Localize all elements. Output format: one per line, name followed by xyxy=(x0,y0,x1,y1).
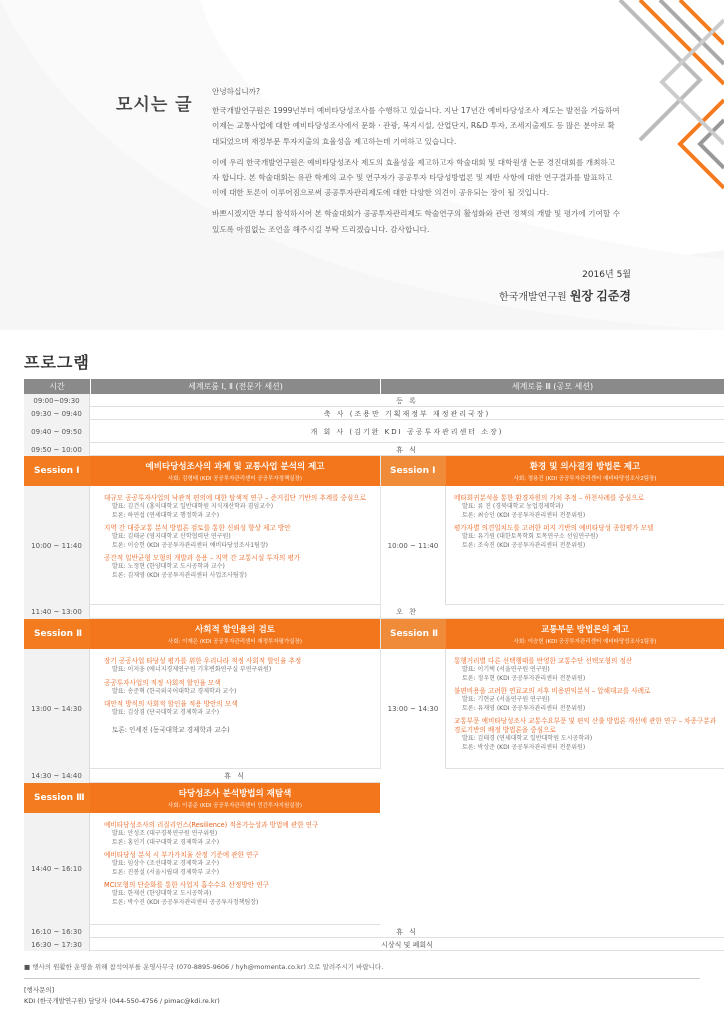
greeting-paragraph-3: 바쁘시겠지만 부디 참석하시어 본 학술대회가 공공투자관리제도 학술연구의 활성화와 관련 정책의 개발 및 평가에 기여할 수 있도록 아낌없는 조언을 해주시길 부탁 드리겠습니다. 감사합니다. xyxy=(212,209,620,234)
session-1-right-chair: 사회: 정용건 (KDI 공공투자관리센터 예비타당성조사2팀장) xyxy=(513,476,657,482)
table-row xyxy=(24,420,724,443)
time-cell: 09:30 ~ 09:40 xyxy=(24,407,90,420)
program-title: 프로그램 xyxy=(24,353,90,372)
topic-detail: 발표: 김태균 (영지대학교 산학협력단 연구원) xyxy=(112,533,231,540)
greeting-signature xyxy=(499,287,631,304)
topic-detail: 발표: 송준혁 (한국외국어대학교 경제학과 교수) xyxy=(112,687,237,695)
topic-detail: 발표: 김건식 (홍익대학교 일반대학원 지식재산학과 겸임교수) xyxy=(112,503,274,510)
footer-note: ■ 행사의 원활한 운영을 위해 참석여부를 운영사무국 (070-8895-9606 / hyh@momenta.co.kr) 으로 알려주시기 바랍니다. xyxy=(24,963,384,971)
row-text: 개 회 사 (김기완 KDI 공공투자관리센터 소장) xyxy=(310,427,504,436)
session-1-right-label: Session Ⅰ xyxy=(380,456,446,486)
topic-detail: 발표: 노정현 (한양대학교 도시공학과 교수) xyxy=(112,563,225,570)
session-2-right-title: 교통부문 방법론의 제고 xyxy=(540,625,630,635)
footer-contact: KDI (한국개발연구원) 담당자 (044-550-4756 / pimac@kdi.re.kr) xyxy=(24,997,220,1005)
row-text: 휴 식 xyxy=(224,772,246,780)
session-2-right-chair: 사회: 이승헌 (KDI 공공투자관리센터 예비타당성조사1팀장) xyxy=(513,639,657,645)
table-row xyxy=(24,605,724,619)
row-text: 오 찬 xyxy=(396,608,418,616)
time-cell: 13:00 ~ 14:30 xyxy=(380,649,446,769)
topic-detail: 토론: 최승인 (KDI 공공투자관리센터 전문위원) xyxy=(462,511,586,519)
time-cell: 16:30 ~ 17:30 xyxy=(24,938,90,951)
topic-detail: 발표: 임상수 (조선대학교 경제학과 교수) xyxy=(112,860,220,867)
signature-role: 원장 xyxy=(569,289,594,303)
session-2-label: Session Ⅱ xyxy=(24,619,90,649)
topic-title: MCI모형의 단순화를 통한 사업지 흡수수요 산정방안 연구 xyxy=(104,881,269,889)
header-left-room: 세계로룸 Ⅰ, Ⅱ (전문가 세션) xyxy=(90,379,380,394)
topic-title: 예비타당성조사의 리질리언스(Resilience) 적용가능성과 방법에 관한 연구 xyxy=(104,821,319,829)
session-1-right-title: 환경 및 의사결정 방법론 제고 xyxy=(529,462,641,472)
topic-title: 교통부문 예비타당성조사 교통수요부문 및 편익 산출 방법론 개선에 관한 연구 – 차종구분과 경로기반의 배정 방법론을 중심으로 xyxy=(454,717,717,734)
time-cell: 14:40 ~ 16:10 xyxy=(24,813,90,925)
topic-detail: 발표: 이지웅 (에너지경제연구원 기후변화연구실 부연구위원) xyxy=(112,666,272,673)
session-1-left-title: 예비타당성조사의 과제 및 교통사업 분석의 제고 xyxy=(145,462,325,472)
session-2-body xyxy=(24,649,724,769)
greeting-paragraph-1: 한국개발연구원은 1999년부터 예비타당성조사를 수행하고 있습니다. 지난 17년간 예비타당성조사 제도는 발전을 거듭하여 이제는 교통사업에 대한 예비타당성조사에서 문화ㆍ관광, 복지시설, 산업단지, R&D 투자, 조세지출제도 등 많은 분야로 확대되었으며 재정부문 투자지출의 효율성을 제고하는데 기여하고 있습니다. xyxy=(212,106,620,146)
row-text: 시상식 및 폐회식 xyxy=(381,940,433,949)
topic-title: 통행거리별 다른 선택행태를 반영한 교통수단 선택모형의 정산 xyxy=(454,657,633,665)
topic-detail: 발표: 안성조 (대구경북연구원 연구위원) xyxy=(112,830,218,837)
session-2-discussant: 토론: 인세진 (동국대학교 경제학과 교수) xyxy=(112,725,230,734)
table-row xyxy=(24,394,724,407)
topic-detail: 토론: 정우현 (KDI 공공투자관리센터 전문위원) xyxy=(462,674,586,682)
time-cell: 10:00 ~ 11:40 xyxy=(24,486,90,605)
header-time: 시간 xyxy=(24,379,90,394)
topic-detail: 토론: 진봉설 (서울시립대 경제학부 교수) xyxy=(112,868,220,876)
session-2-left-chair: 사회: 이재은 (KDI 공공투자관리센터 재정투자평가실장) xyxy=(167,639,303,645)
column-divider xyxy=(380,456,381,769)
session-2-right-label: Session Ⅱ xyxy=(380,619,446,649)
footer-caption: [행사문의] xyxy=(24,986,55,994)
time-cell: 11:40 ~ 13:00 xyxy=(24,605,90,619)
topic-detail: 토론: 이승헌 (KDI 공공투자관리센터 예비타당성조사1팀장) xyxy=(112,541,268,549)
table-row xyxy=(24,407,724,420)
session-2-left-header xyxy=(90,619,380,649)
topic-title: 평가자별 의견일치도를 고려한 퍼지 기반의 예비타당성 종합평가 모델 xyxy=(454,524,654,532)
time-cell: 09:50 ~ 10:00 xyxy=(24,443,90,456)
greeting-paragraph-2: 이에 우리 한국개발연구원은 예비타당성조사 제도의 효율성을 제고하고자 학술대회 및 대학원생 논문 경진대회를 개최하고자 합니다. 본 학술대회는 유관 학계의 교수 및 연구자가 공공투자 타당성방법론 및 제반 사항에 대한 연구결과를 발표하고 이에 대한 토론이 이루어짐으로써 공공투자관리제도에 대한 다양한 의견이 공유되는 장이 될 것입니다. xyxy=(212,157,616,198)
session-3-left-topics xyxy=(104,817,376,907)
session-3-left-header xyxy=(90,783,380,813)
topic-title: 공공투자사업의 적정 사회적 할인율 모색 xyxy=(104,678,221,687)
session-1-left-header xyxy=(90,456,380,486)
signature-org: 한국개발연구원 xyxy=(499,292,567,303)
topic-title: 예비타당성 분석 시 부가가치율 산정 기준에 관한 연구 xyxy=(104,851,259,859)
session-2-left-topics xyxy=(104,653,376,735)
row-text: 등 록 xyxy=(396,396,418,405)
session-3-body xyxy=(24,813,380,925)
signature-name: 김준경 xyxy=(596,289,631,303)
session-1-left-topics xyxy=(104,490,376,580)
topic-detail: 토론: 하연섭 (연세대학교 행정학과 교수) xyxy=(112,511,220,519)
topic-detail: 발표: 유기원 (대한토목학회 토목연구소 선임연구원) xyxy=(462,533,599,540)
greeting-body xyxy=(212,84,622,243)
topic-detail: 토론: 박수진 (KDI 공공투자관리센터 공공투자정책팀장) xyxy=(112,898,259,906)
topic-title: 메타회귀분석을 통한 환경자원의 가치 추정 – 하천사례를 중심으로 xyxy=(454,494,644,502)
session-3-left-title: 타당성조사 분석방법의 재탐색 xyxy=(178,789,292,799)
time-cell: 14:30 ~ 14:40 xyxy=(24,769,90,783)
topic-detail: 토론: 조숙진 (KDI 공공투자관리센터 전문위원) xyxy=(462,541,586,549)
session-1-left-chair: 사회: 김형태 (KDI 공공투자관리센터 공공투자정책실장) xyxy=(167,476,303,482)
session-1-right-header xyxy=(446,456,724,486)
session-1-label: Session Ⅰ xyxy=(24,456,90,486)
topic-title: 공간적 일반균형 모형의 개발과 응용 – 지역 간 교통시설 투자의 평가 xyxy=(104,554,301,562)
topic-detail: 발표: 이기택 (서울연구원 연구원) xyxy=(462,666,550,673)
table-row xyxy=(24,443,724,456)
session-2-right-topics xyxy=(454,653,720,752)
topic-detail: 발표: 류 진 (경북대학교 농업경제학과) xyxy=(462,503,564,510)
greeting-title: 모시는 글 xyxy=(116,95,193,115)
time-cell: 10:00 ~ 11:40 xyxy=(380,486,446,605)
footer-divider xyxy=(24,978,700,979)
table-row xyxy=(24,925,724,938)
topic-detail: 발표: 김상겸 (단국대학교 경제학과 교수) xyxy=(112,709,220,716)
time-cell: 13:00 ~ 14:30 xyxy=(24,649,90,769)
session-2-left-title: 사회적 할인율의 검토 xyxy=(195,625,275,635)
topic-detail: 발표: 한재선 (한양대학교 도시공학과) xyxy=(112,890,212,897)
row-text: 휴 식 xyxy=(396,445,418,454)
topic-detail: 토론: 유재영 (KDI 공공투자관리센터 전문위원) xyxy=(462,704,586,712)
row-text: 휴 식 xyxy=(396,927,418,936)
time-cell: 09:00~09:30 xyxy=(24,394,90,407)
header-right-room: 세계로룸 Ⅲ (공모 세션) xyxy=(380,379,724,394)
topic-title: 지역 간 대중교통 분석 방법론 검토를 통한 신뢰성 향상 제고 방안 xyxy=(104,524,291,532)
session-2-right-header xyxy=(446,619,724,649)
time-cell: 09:40 ~ 09:50 xyxy=(24,420,90,443)
topic-title: 대규모 공공투자사업의 낙관적 편의에 대한 탐색적 연구 – 준거집단 기반의 추계를 중심으로 xyxy=(104,494,367,502)
session-3-left-chair: 사회: 이종준 (KDI 공공투자관리센터 민간투자지원실장) xyxy=(167,803,303,809)
row-text: 축 사 (조용만 기획재정부 재정관리국장) xyxy=(323,409,491,418)
chevron-pattern xyxy=(620,0,724,188)
topic-detail: 발표: 기현균 (서울연구원 연구원) xyxy=(462,696,550,703)
greeting-date: 2016년 5월 xyxy=(582,270,631,280)
topic-detail: 토론: 김재영 (KDI 공공투자관리센터 사업조사팀장) xyxy=(112,571,247,579)
topic-title: 장기 공공사업 타당성 평가를 위한 우리나라 적정 사회적 할인율 추정 xyxy=(104,657,302,665)
table-row xyxy=(24,769,380,783)
time-cell: 16:10 ~ 16:30 xyxy=(24,925,90,938)
session-3-label: Session Ⅲ xyxy=(24,783,90,813)
session-1-body xyxy=(24,486,724,605)
topic-title: 불편비용을 고려한 연료교의 서후 비용편익분석 – 압해대교를 사례로 xyxy=(454,687,651,695)
topic-detail: 토론: 홍인기 (대구대학교 경제학과 교수) xyxy=(112,838,220,846)
table-row xyxy=(24,938,724,951)
session-1-right-topics xyxy=(454,490,720,550)
greeting-hello: 안녕하십니까? xyxy=(212,87,261,96)
topic-detail: 발표: 김태경 (연세대학교 일반대학원 도시공학과) xyxy=(462,735,593,742)
topic-detail: 토론: 박상준 (KDI 공공투자관리센터 전문위원) xyxy=(462,743,586,751)
topic-title: 대안적 방식의 사회적 할인율 적용 방안의 모색 xyxy=(104,700,238,708)
